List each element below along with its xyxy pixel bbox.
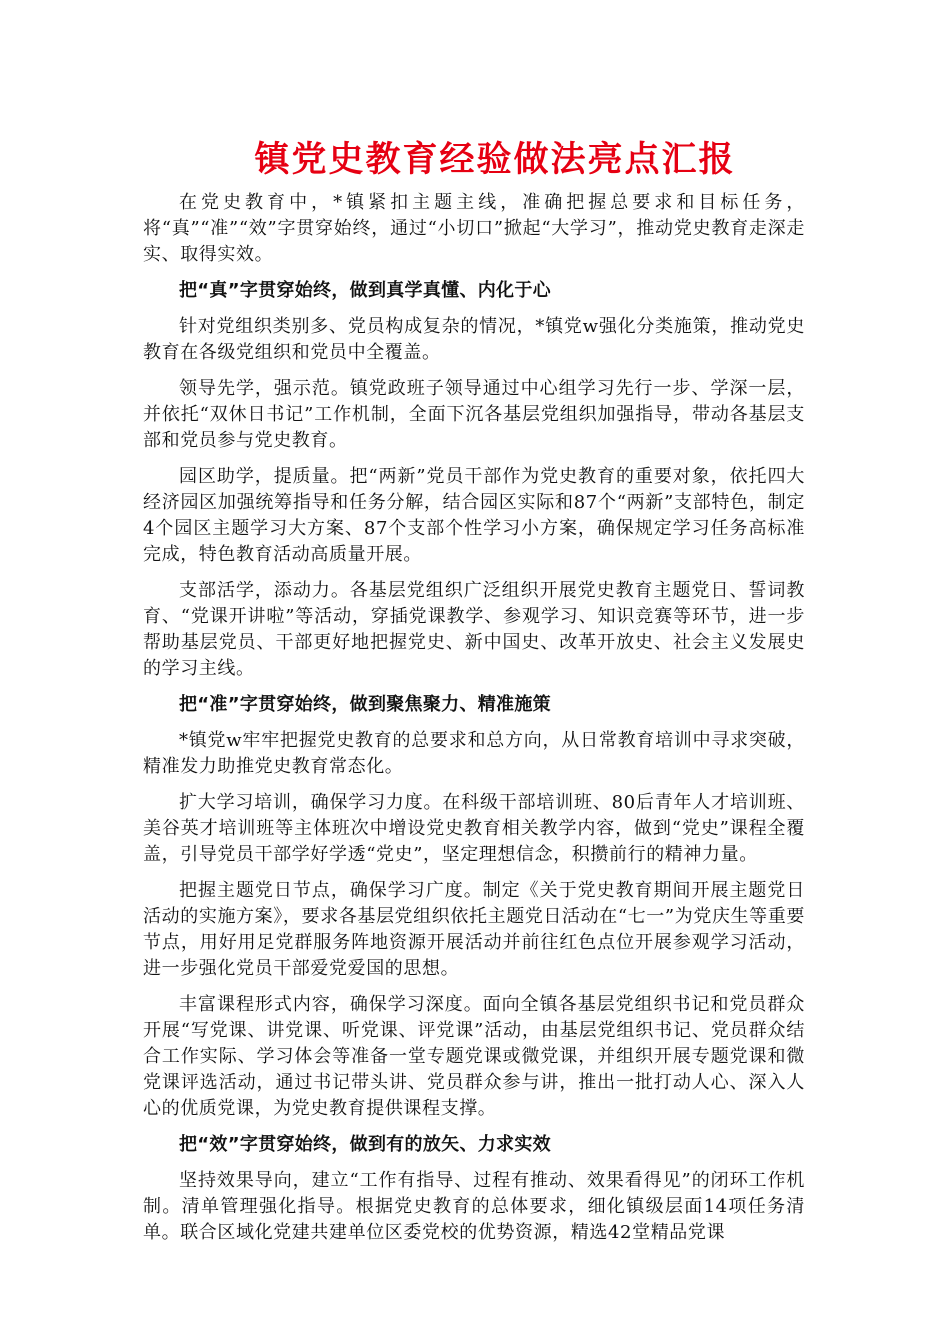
- body-paragraph: 扩大学习培训，确保学习力度。在科级干部培训班、80后青年人才培训班、美谷英才培训班等主体班次中增设党史教育相关教学内容，做到“党史”课程全覆盖，引导党员干部学好学透“党史”，坚定理想信念，积攒前行的精神力量。: [143, 792, 805, 865]
- body-paragraph: 针对党组织类别多、党员构成复杂的情况，*镇党w强化分类施策，推动党史教育在各级党组织和党员中全覆盖。: [143, 316, 805, 363]
- document-body: [143, 190, 805, 1256]
- body-paragraph: 领导先学，强示范。镇党政班子领导通过中心组学习先行一步、学深一层，并依托“双休日书记”工作机制，全面下沉各基层党组织加强指导，带动各基层支部和党员参与党史教育。: [143, 378, 805, 451]
- section-heading: 把“效”字贯穿始终，做到有的放矢、力求实效: [179, 1134, 551, 1155]
- section-heading: 把“准”字贯穿始终，做到聚焦聚力、精准施策: [179, 694, 551, 715]
- body-paragraph: 把握主题党日节点，确保学习广度。制定《关于党史教育期间开展主题党日活动的实施方案》，要求各基层党组织依托主题党日活动在“七一”为党庆生等重要节点，用好用足党群服务阵地资源开展活动并前往红色点位开展参观学习活动，进一步强化党员干部爱党爱国的思想。: [143, 880, 805, 979]
- body-paragraph: 支部活学，添动力。各基层党组织广泛组织开展党史教育主题党日、誓词教育、“党课开讲啦”等活动，穿插党课教学、参观学习、知识竞赛等环节，进一步帮助基层党员、干部更好地把握党史、新中国史、改革开放史、社会主义发展史的学习主线。: [143, 580, 805, 679]
- body-paragraph: 坚持效果导向，建立“工作有指导、过程有推动、效果看得见”的闭环工作机制。清单管理强化指导。根据党史教育的总体要求，细化镇级层面14项任务清单。联合区域化党建共建单位区委党校的优势资源，精选42堂精品党课: [143, 1170, 805, 1243]
- document-title: 镇党史教育经验做法亮点汇报: [254, 139, 736, 180]
- body-paragraph: 在党史教育中，*镇紧扣主题主线，准确把握总要求和目标任务，将“真”“准”“效”字贯穿始终，通过“小切口”掀起“大学习”，推动党史教育走深走实、取得实效。: [143, 192, 805, 265]
- section-heading: 把“真”字贯穿始终，做到真学真懂、内化于心: [179, 280, 551, 301]
- body-paragraph: 园区助学，提质量。把“两新”党员干部作为党史教育的重要对象，依托四大经济园区加强统筹指导和任务分解，结合园区实际和87个“两新”支部特色，制定4个园区主题学习大方案、87个支部个性学习小方案，确保规定学习任务高标准完成，特色教育活动高质量开展。: [143, 466, 805, 565]
- body-paragraph: 丰富课程形式内容，确保学习深度。面向全镇各基层党组织书记和党员群众开展“写党课、讲党课、听党课、评党课”活动，由基层党组织书记、党员群众结合工作实际、学习体会等准备一堂专题党课或微党课，并组织开展专题党课和微党课评选活动，通过书记带头讲、党员群众参与讲，推出一批打动人心、深入人心的优质党课，为党史教育提供课程支撑。: [143, 994, 805, 1119]
- body-paragraph: *镇党w牢牢把握党史教育的总要求和总方向，从日常教育培训中寻求突破，精准发力助推党史教育常态化。: [143, 730, 805, 777]
